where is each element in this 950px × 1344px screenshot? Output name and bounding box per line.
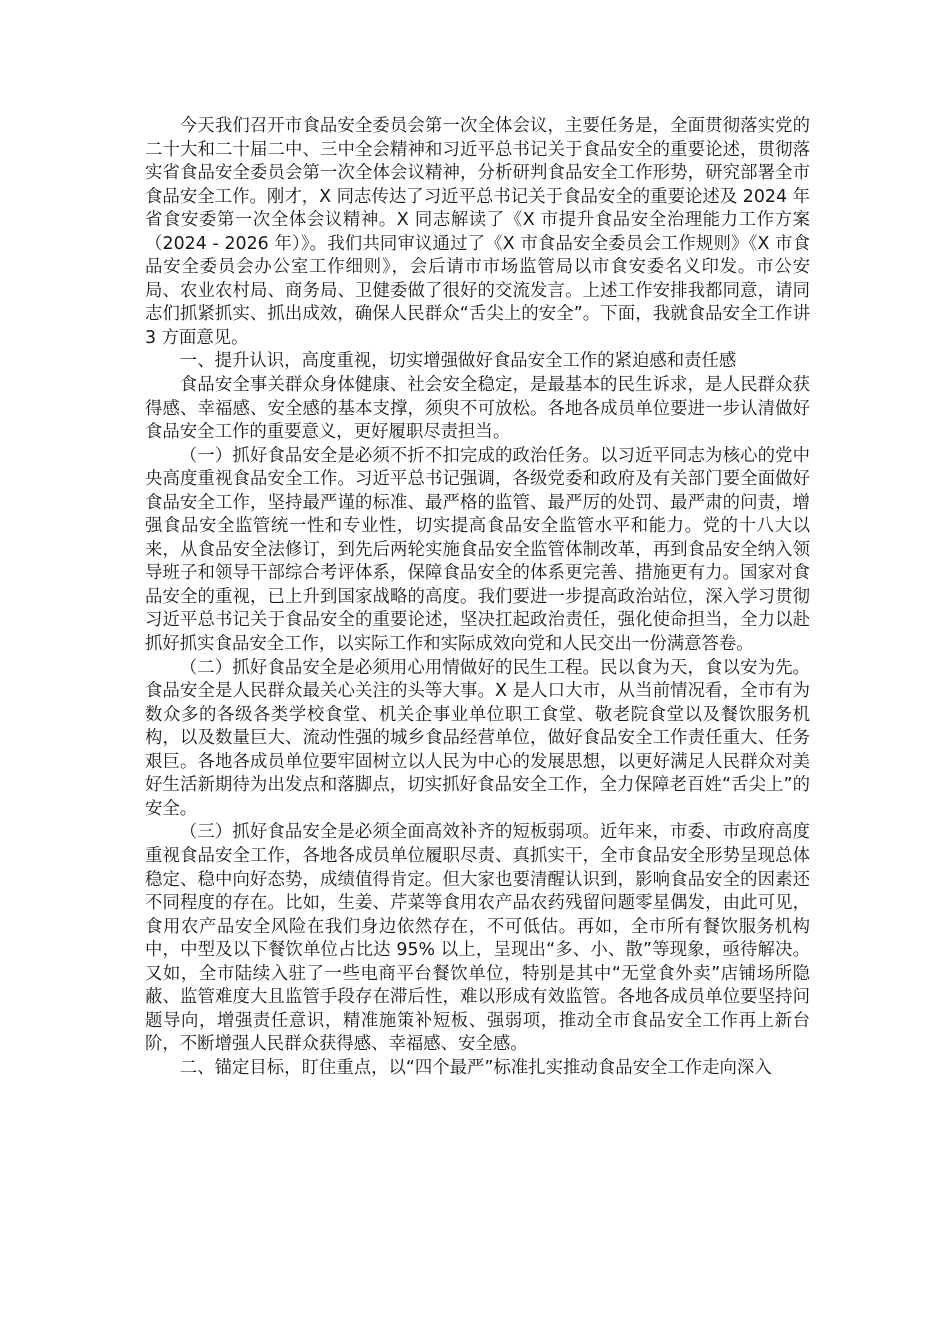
- section-heading-1: 一、提升认识，高度重视，切实增强做好食品安全工作的紧迫感和责任感: [179, 351, 737, 372]
- section-heading-2: 二、锚定目标，盯住重点，以“四个最严”标准扎实推动食品安全工作走向深入: [179, 1057, 772, 1078]
- document-body: [145, 115, 810, 1080]
- paragraph-point-1: （一）抓好食品安全是必须不折不扣完成的政治任务。以习近平同志为核心的党中央高度重视食品安全工作。习近平总书记强调，各级党委和政府及有关部门要全面做好食品安全工作，坚持最严谨的标准、最严格的监管、最严厉的处罚、最严肃的问责，增强食品安全监管统一性和专业性，切实提高食品安全监管水平和能力。党的十八大以来，从食品安全法修订，到先后两轮实施食品安全监管体制改革，再到食品安全纳入领导班子和领导干部综合考评体系，保障食品安全的体系更完善、措施更有力。国家对食品安全的重视，已上升到国家战略的高度。我们要进一步提高政治站位，深入学习贯彻习近平总书记关于食品安全的重要论述，坚决扛起政治责任，强化使命担当，全力以赴抓好抓实食品安全工作，以实际工作和实际成效向党和人民交出一份满意答卷。: [145, 445, 810, 655]
- paragraph-intro: 今天我们召开市食品安全委员会第一次全体会议，主要任务是，全面贯彻落实党的二十大和二十届二中、三中全会精神和习近平总书记关于食品安全的重要论述，贯彻落实省食品安全委员会第一次全体会议精神，分析研判食品安全工作形势，研究部署全市食品安全工作。刚才，X 同志传达了习近平总书记关于食品安全的重要论述及 2024 年省食安委第一次全体会议精神。X 同志解读了《X 市提升食品安全治理能力工作方案（2024 - 2026 年）》。我们共同审议通过了《X 市食品安全委员会工作规则》《X 市食品安全委员会办公室工作细则》，会后请市市场监管局以市食安委名义印发。市公安局、农业农村局、商务局、卫健委做了很好的交流发言。上述工作安排我都同意，请同志们抓紧抓实、抓出成效，确保人民群众“舌尖上的安全”。下面，我就食品安全工作讲 3 方面意见。: [145, 116, 810, 348]
- paragraph-point-3: （三）抓好食品安全是必须全面高效补齐的短板弱项。近年来，市委、市政府高度重视食品安全工作，各地各成员单位履职尽责、真抓实干，全市食品安全形势呈现总体稳定、稳中向好态势，成绩值得肯定。但大家也要清醒认识到，影响食品安全的因素还不同程度的存在。比如，生姜、芹菜等食用农产品农药残留问题零星偶发，由此可见，食用农产品安全风险在我们身边依然存在，不可低估。再如，全市所有餐饮服务机构中，中型及以下餐饮单位占比达 95% 以上，呈现出“多、小、散”等现象，亟待解决。又如，全市陆续入驻了一些电商平台餐饮单位，特别是其中“无堂食外卖”店铺场所隐蔽、监管难度大且监管手段存在滞后性，难以形成有效监管。各地各成员单位要坚持问题导向，增强责任意识，精准施策补短板、强弱项，推动全市食品安全工作再上新台阶，不断增强人民群众获得感、幸福感、安全感。: [145, 822, 810, 1055]
- paragraph-point-2: （二）抓好食品安全是必须用心用情做好的民生工程。民以食为天，食以安为先。食品安全是人民群众最关心关注的头等大事。X 是人口大市，从当前情况看，全市有为数众多的各级各类学校食堂、机关企事业单位职工食堂、敬老院食堂以及餐饮服务机构，以及数量巨大、流动性强的城乡食品经营单位，做好食品安全工作责任重大、任务艰巨。各地各成员单位要牢固树立以人民为中心的发展思想，以更好满足人民群众对美好生活新期待为出发点和落脚点，切实抓好食品安全工作，全力保障老百姓“舌尖上”的安全。: [145, 657, 810, 819]
- paragraph-section-1-intro: 食品安全事关群众身体健康、社会安全稳定，是最基本的民生诉求，是人民群众获得感、幸福感、安全感的基本支撑，须臾不可放松。各地各成员单位要进一步认清做好食品安全工作的重要意义，更好履职尽责担当。: [145, 375, 810, 443]
